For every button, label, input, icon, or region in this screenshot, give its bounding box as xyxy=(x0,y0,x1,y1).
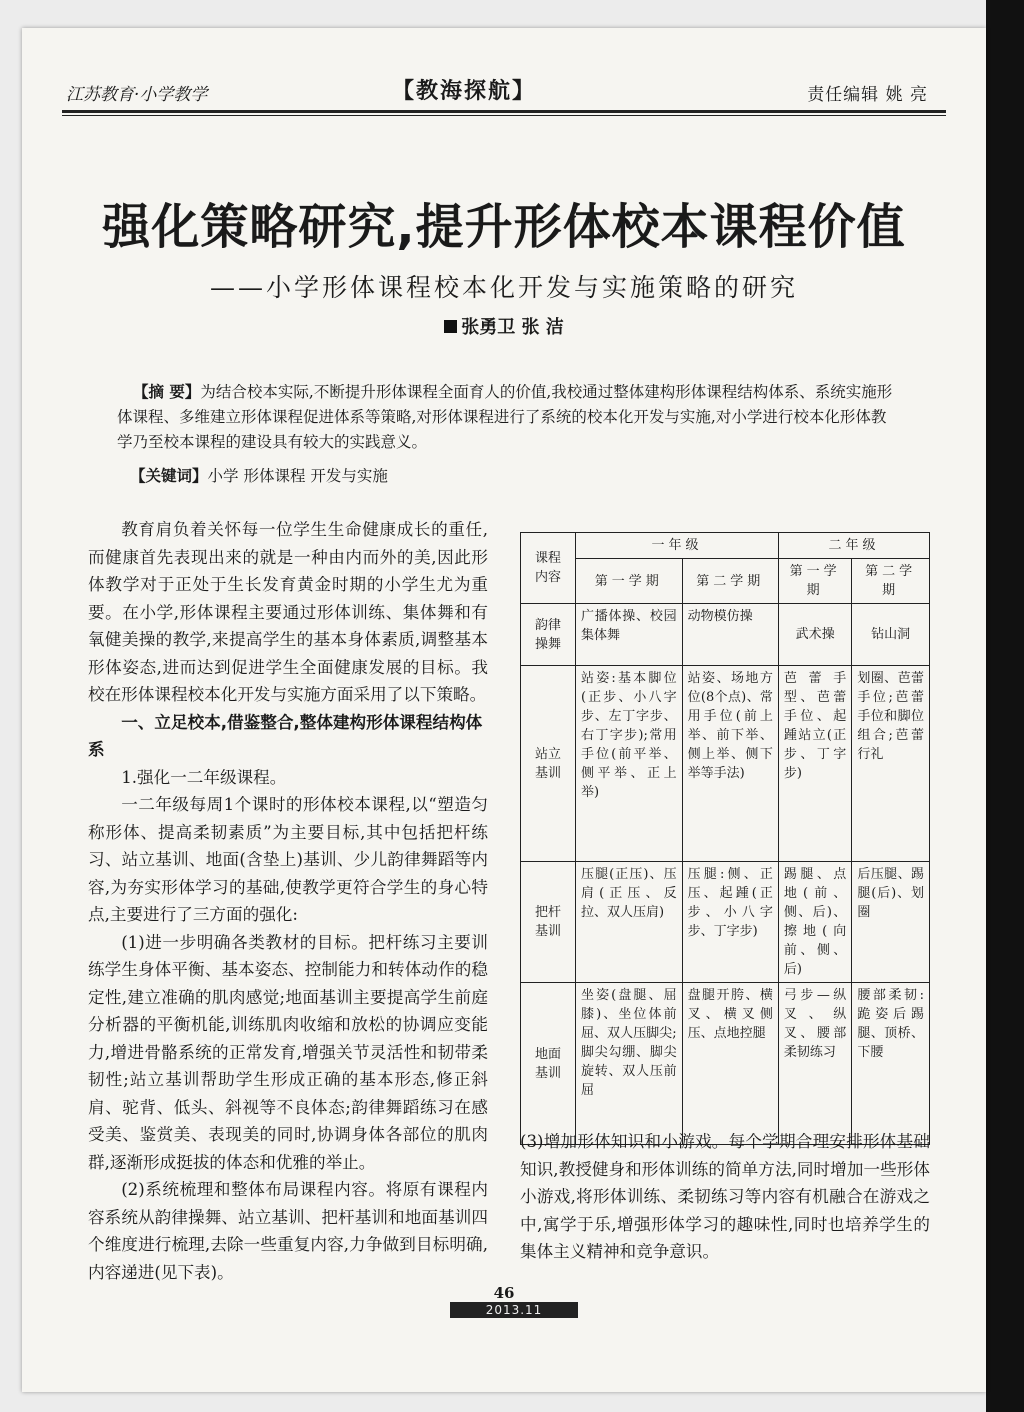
journal-page xyxy=(22,28,986,1392)
body-left-column xyxy=(88,516,488,1286)
row-label: 韵律 操舞 xyxy=(521,604,576,666)
term-header: 第一学期 xyxy=(778,559,851,604)
row-label: 地面 基训 xyxy=(521,983,576,1145)
table-cell: 广播体操、校园集体舞 xyxy=(576,604,683,666)
paragraph: 一二年级每周1个课时的形体校本课程,以“塑造匀称形体、提高柔韧素质”为主要目标,其中包括把杆练习、站立基训、地面(含垫上)基训、少儿韵律舞蹈等内容,为夯实形体学习的基础,使教学更符合学生的身心特点,主要进行了三方面的强化: xyxy=(88,795,488,924)
abstract-text: 为结合校本实际,不断提升形体课程全面育人的价值,我校通过整体建构形体课程结构体系、系统实施形体课程、多维建立形体课程促进体系等策略,对形体课程进行了系统的校本化开发与实施,对小学进行校本化形体教学乃至校本课程的建设具有较大的实践意义。 xyxy=(117,383,893,451)
editor-credit: 责任编辑 姚 亮 xyxy=(807,85,928,105)
term-header: 第二学期 xyxy=(852,559,930,604)
keywords-label: 【关键词】 xyxy=(130,467,208,485)
abstract-label: 【摘 要】 xyxy=(133,383,201,401)
article-subtitle: ——小学形体课程校本化开发与实施策略的研究 xyxy=(209,273,798,302)
article-title: 强化策略研究,提升形体校本课程价值 xyxy=(102,199,906,255)
table-cell: 压腿:侧、正压、起踵(正步、小八字步、丁字步) xyxy=(682,862,778,983)
table-cell: 坐姿(盘腿、屈膝)、坐位体前屈、双人压脚尖;脚尖勾绷、脚尖旋转、双人压前屈 xyxy=(576,983,683,1145)
paragraph: (1)进一步明确各类教材的目标。把杆练习主要训练学生身体平衡、基本姿态、控制能力和转体动作的稳定性,建立准确的肌肉感觉;地面基训主要提高学生前庭分析器的平衡机能,训练肌肉收缩和放松的协调应变能力,增进骨骼系统的正常发育,增强关节灵活性和韧带柔韧性;站立基训帮助学生形成正确的基本形态,修正斜肩、驼背、低头、斜视等不良体态;韵律舞蹈练习在感受美、鉴赏美、表现美的同时,协调身体各部位的肌肉群,逐渐形成挺拔的体态和优雅的举止。 xyxy=(88,932,488,1172)
paragraph: 教育肩负着关怀每一位学生生命健康成长的重任,而健康首先表现出来的就是一种由内而外的美,因此形体教学对于正处于生长发育黄金时期的小学生尤为重要。在小学,形体课程主要通过形体训练、集体舞和有氧健美操的教学,来提高学生的基本身体素质,调整基本形体姿态,进而达到促进学生全面健康发展的目标。我校在形体课程校本化开发与实施方面采用了以下策略。 xyxy=(88,520,488,704)
body-right-column xyxy=(520,1128,930,1266)
subsection-heading: 1.强化一二年级课程。 xyxy=(121,767,287,787)
table-cell: 站姿、场地方位(8个点)、常用手位(前上举、前下举、侧上举、侧下举等手法) xyxy=(682,666,778,862)
paragraph: (2)系统梳理和整体布局课程内容。将原有课程内容系统从韵律操舞、站立基训、把杆基训和地面基训四个维度进行梳理,去除一些重复内容,力争做到目标明确,内容递进(见下表)。 xyxy=(88,1180,488,1282)
column-name: 【教海探航】 xyxy=(392,78,537,104)
authors xyxy=(22,313,986,339)
table-corner-cell: 课程 内容 xyxy=(521,533,576,604)
grade-header: 一年级 xyxy=(576,533,779,559)
table-cell: 钻山洞 xyxy=(852,604,930,666)
table-cell: 踢腿、点地(前、侧、后)、擦地(向前、侧、后) xyxy=(778,862,851,983)
table-row xyxy=(521,604,930,666)
table-cell: 武术操 xyxy=(778,604,851,666)
curriculum-table xyxy=(520,532,930,1145)
table-cell: 压腿(正压)、压肩(正压、反拉、双人压肩) xyxy=(576,862,683,983)
table-cell: 腰部柔韧:跪姿后踢腿、顶桥、下腰 xyxy=(852,983,930,1145)
keywords xyxy=(130,464,388,486)
table-row xyxy=(521,983,930,1145)
table-cell: 弓步—纵叉、纵叉、腰部柔韧练习 xyxy=(778,983,851,1145)
scan-edge xyxy=(986,0,1024,1412)
header-rule xyxy=(62,110,946,116)
table-cell: 芭蕾手型、芭蕾手位、起踵站立(正步、丁字步) xyxy=(778,666,851,862)
author-names: 张勇卫 张 洁 xyxy=(461,317,564,338)
term-header: 第二学期 xyxy=(682,559,778,604)
show-through-texture xyxy=(62,128,942,188)
keywords-text: 小学 形体课程 开发与实施 xyxy=(207,467,388,485)
table-cell: 盘腿开胯、横叉、横叉侧压、点地控腿 xyxy=(682,983,778,1145)
section-heading: 一、立足校本,借鉴整合,整体建构形体课程结构体系 xyxy=(88,712,483,759)
table-row xyxy=(521,862,930,983)
row-label: 把杆 基训 xyxy=(521,862,576,983)
table-cell: 划圈、芭蕾手位;芭蕾手位和脚位组合;芭蕾行礼 xyxy=(852,666,930,862)
issue-date: 2013.11 xyxy=(450,1302,578,1318)
grade-header: 二年级 xyxy=(778,533,929,559)
table-row xyxy=(521,666,930,862)
term-header: 第一学期 xyxy=(576,559,683,604)
square-bullet-icon xyxy=(444,320,457,333)
table-cell: 站姿:基本脚位(正步、小八字步、左丁字步、右丁字步);常用手位(前平举、侧平举、正上举) xyxy=(576,666,683,862)
paragraph: (3)增加形体知识和小游戏。每个学期合理安排形体基础知识,教授健身和形体训练的简单方法,同时增加一些形体小游戏,将形体训练、柔韧练习等内容有机融合在游戏之中,寓学于乐,增强形体学习的趣味性,同时也培养学生的集体主义精神和竞争意识。 xyxy=(520,1132,930,1261)
table-cell: 后压腿、踢腿(后)、划圈 xyxy=(852,862,930,983)
journal-name: 江苏教育·小学教学 xyxy=(66,85,208,105)
row-label: 站立 基训 xyxy=(521,666,576,862)
page-number: 46 xyxy=(493,1284,515,1302)
table-cell: 动物模仿操 xyxy=(682,604,778,666)
abstract xyxy=(117,380,897,455)
